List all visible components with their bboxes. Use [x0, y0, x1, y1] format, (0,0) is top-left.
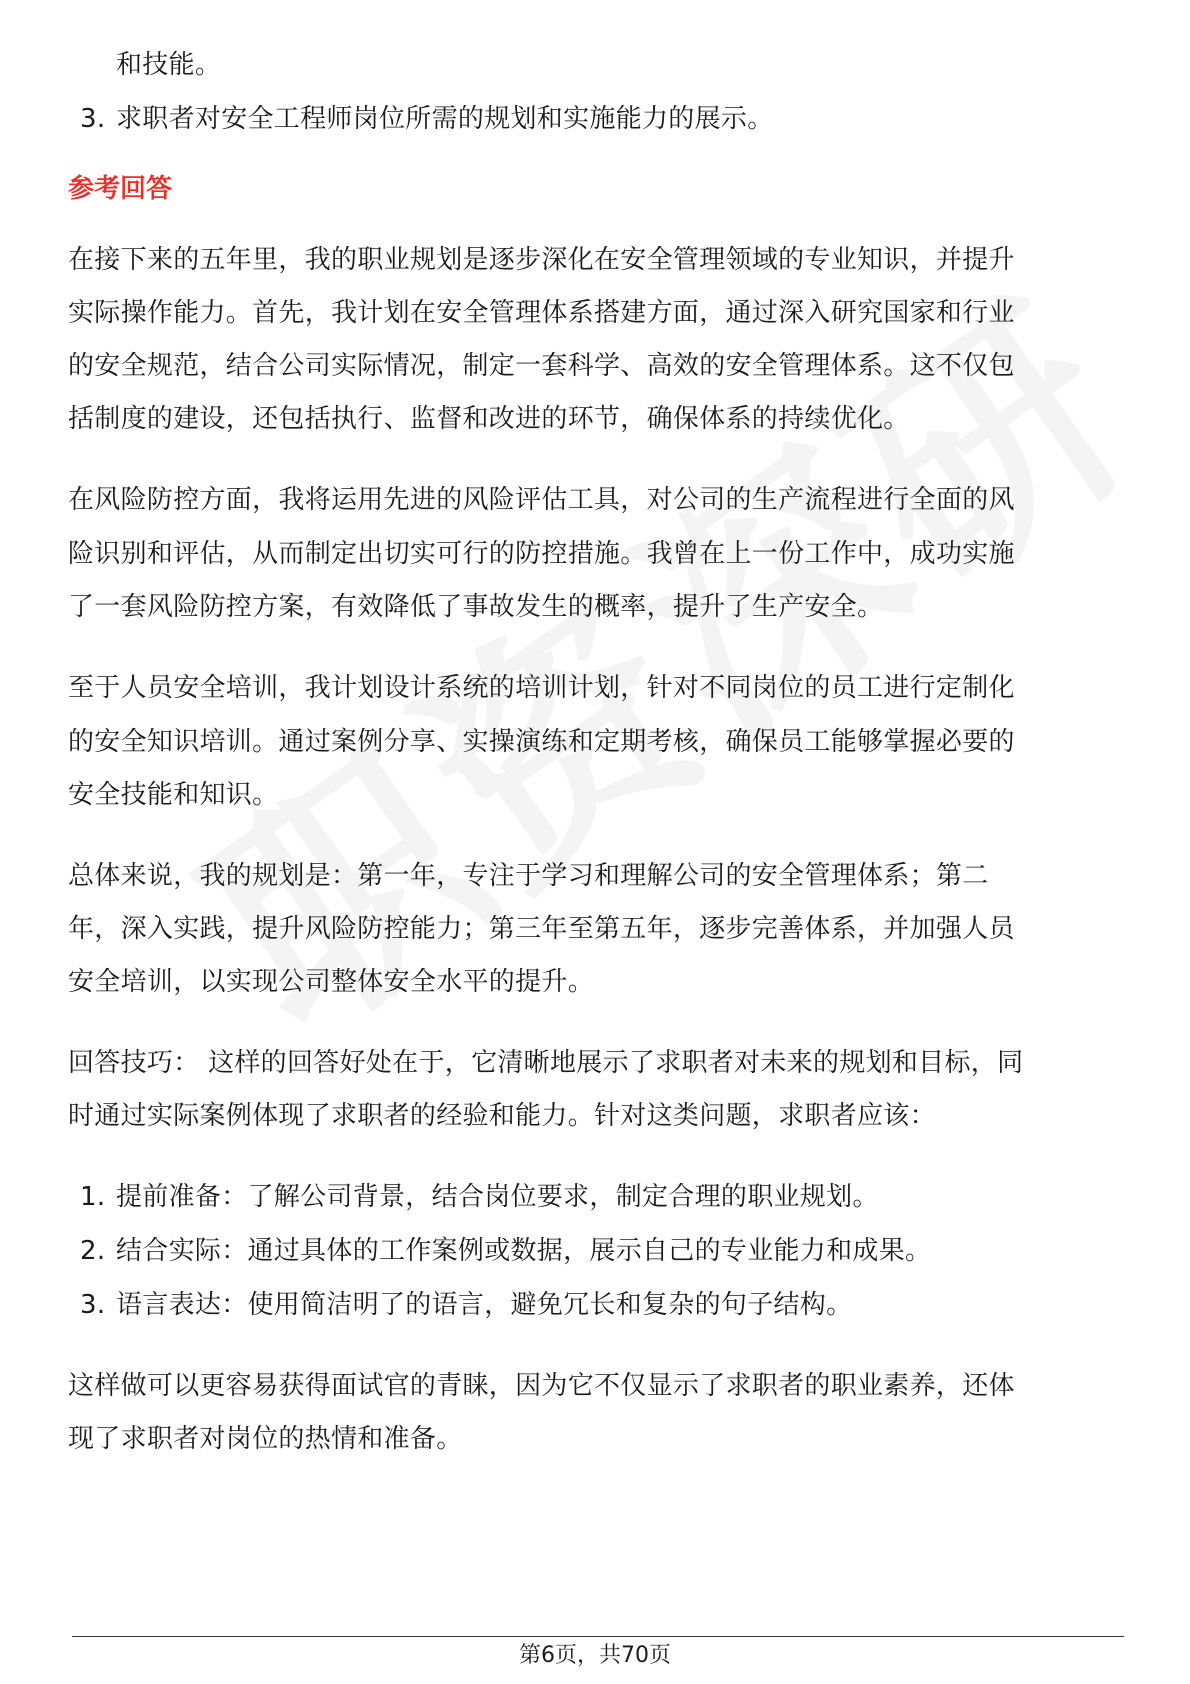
paragraph-line: 险识别和评估，从而制定出切实可行的防控措施。我曾在上一份工作中，成功实施	[68, 539, 1015, 569]
list-item-text: 语言表达：使用简洁明了的语言，避免冗长和复杂的句子结构。	[116, 1290, 853, 1320]
tip-list-item	[80, 1288, 852, 1322]
paragraph-line: 实际操作能力。首先，我计划在安全管理体系搭建方面，通过深入研究国家和行业	[68, 298, 1015, 328]
paragraph-line: 至于人员安全培训，我计划设计系统的培训计划，针对不同岗位的员工进行定制化	[68, 673, 1015, 703]
list-number: 3.	[80, 1290, 106, 1320]
paragraph-line: 安全技能和知识。	[68, 780, 279, 810]
section-title: 参考回答	[68, 174, 173, 204]
list-number: 2.	[80, 1236, 106, 1266]
paragraph-line: 括制度的建设，还包括执行、监督和改进的环节，确保体系的持续优化。	[68, 404, 910, 434]
list-item-text: 提前准备：了解公司背景，结合岗位要求，制定合理的职业规划。	[116, 1182, 879, 1212]
list-item-text: 求职者对安全工程师岗位所需的规划和实施能力的展示。	[116, 104, 774, 134]
paragraph-line: 在风险防控方面，我将运用先进的风险评估工具，对公司的生产流程进行全面的风	[68, 485, 1015, 515]
paragraph-line: 回答技巧： 这样的回答好处在于，它清晰地展示了求职者对未来的规划和目标，同	[68, 1048, 1024, 1078]
page-number: 第6页，共70页	[519, 1643, 671, 1668]
paragraph-line: 的安全规范，结合公司实际情况，制定一套科学、高效的安全管理体系。这不仅包	[68, 351, 1015, 381]
paragraph-line: 了一套风险防控方案，有效降低了事故发生的概率，提升了生产安全。	[68, 592, 884, 622]
paragraph-line: 年，深入实践，提升风险防控能力；第三年至第五年，逐步完善体系，并加强人员	[68, 914, 1015, 944]
paragraph-line: 现了求职者对岗位的热情和准备。	[68, 1424, 463, 1454]
paragraph-line: 总体来说，我的规划是：第一年，专注于学习和理解公司的安全管理体系；第二	[68, 861, 989, 891]
intro-list-item-3	[80, 102, 774, 136]
tip-list-item	[80, 1180, 879, 1214]
paragraph-line: 在接下来的五年里，我的职业规划是逐步深化在安全管理领域的专业知识，并提升	[68, 245, 1015, 275]
footer-divider	[72, 1636, 1124, 1637]
intro-continuation: 和技能。	[116, 50, 222, 80]
list-number: 1.	[80, 1182, 106, 1212]
list-number: 3.	[80, 104, 106, 134]
list-item-text: 结合实际：通过具体的工作案例或数据，展示自己的专业能力和成果。	[116, 1236, 932, 1266]
tip-list-item	[80, 1234, 931, 1268]
paragraph-line: 这样做可以更容易获得面试官的青睐，因为它不仅显示了求职者的职业素养，还体	[68, 1371, 1015, 1401]
paragraph-line: 的安全知识培训。通过案例分享、实操演练和定期考核，确保员工能够掌握必要的	[68, 727, 1015, 757]
paragraph-line: 时通过实际案例体现了求职者的经验和能力。针对这类问题，求职者应该：	[68, 1101, 936, 1131]
paragraph-line: 安全培训，以实现公司整体安全水平的提升。	[68, 967, 595, 997]
